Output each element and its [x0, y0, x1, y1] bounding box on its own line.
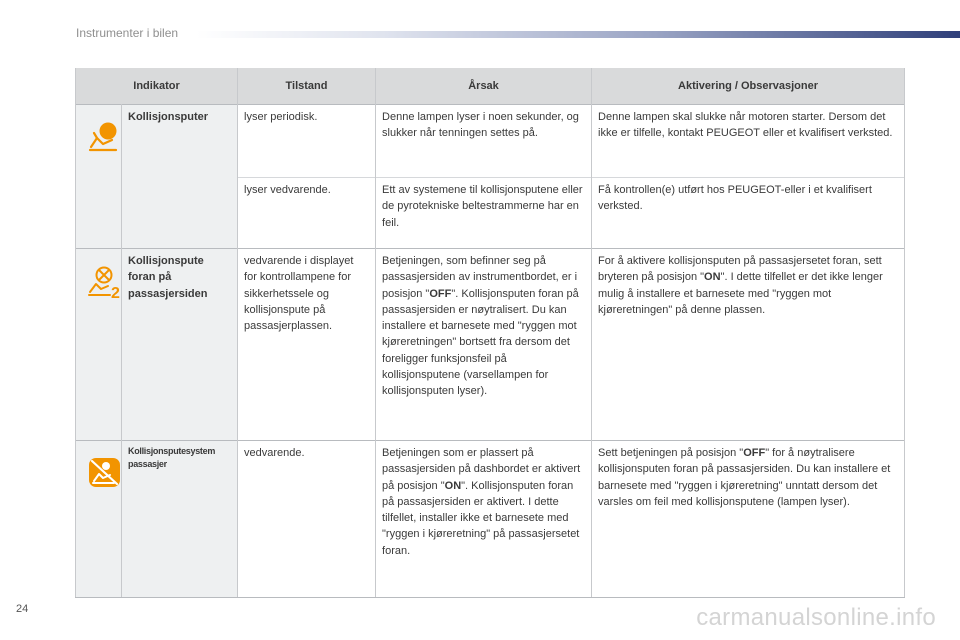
keyword-off: OFF	[743, 447, 766, 459]
keyword-on: ON	[704, 271, 721, 284]
indicator-name: Kollisjonspute foran på passasjersiden	[122, 249, 238, 441]
keyword-on: ON	[444, 479, 462, 492]
indicator-name: Kollisjonsputer	[122, 105, 238, 249]
svg-text:2: 2	[111, 285, 120, 299]
tilstand-cell: vedvarende.	[238, 441, 376, 598]
airbag-warning-icon	[88, 121, 122, 153]
tilstand-cell: vedvarende i displayet for kontrollampene for sikkerhetssele og kollisjonspute på passasjerplassen.	[238, 249, 376, 441]
icon-cell	[76, 105, 122, 249]
watermark: carmanualsonline.info	[696, 604, 936, 631]
section-title: Instrumenter i bilen	[76, 26, 179, 40]
arsak-cell: Ett av systemene til kollisjonsputene eller de pyrotekniske beltestrammerne har en feil.	[376, 178, 592, 249]
page-number: 24	[16, 603, 29, 615]
icon-cell	[76, 249, 122, 441]
header-gradient-bar	[196, 31, 960, 38]
aktivering-cell: Denne lampen skal slukke når motoren starter. Dersom det ikke er tilfelle, kontakt PEUGEOT eller et kvalifisert verksted.	[592, 105, 905, 178]
table-row	[76, 105, 905, 178]
aktivering-cell: For å aktivere kollisjonsputen på passasjersetet foran, sett bryteren på posisjon "ON". I dette tilfellet er det ikke lenger mulig å installere et barnesete med "ryggen mot kjøreretningen" på denne plassen.	[592, 249, 905, 441]
indicator-table	[75, 68, 905, 598]
table-row	[76, 441, 905, 598]
tilstand-cell: lyser vedvarende.	[238, 178, 376, 249]
icon-cell	[76, 441, 122, 598]
table-row	[76, 249, 905, 441]
passenger-airbag-off-icon	[88, 265, 124, 299]
arsak-cell: Denne lampen lyser i noen sekunder, og slukker når tenningen settes på.	[376, 105, 592, 178]
aktivering-cell: Sett betjeningen på posisjon "OFF" for å nøytralisere kollisjonsputen foran på passasjersiden. Du kan installere et barnesete med "ryggen i kjøreretning" unntatt dersom det varsles om feil med kollisjonsputene (lampen lyser).	[592, 441, 905, 598]
column-header-aktivering: Aktivering / Observasjoner	[592, 68, 905, 105]
column-header-tilstand: Tilstand	[238, 68, 376, 105]
arsak-cell: Betjeningen som er plassert på passasjersiden på dashbordet er aktivert på posisjon "ON". Kollisjonsputen foran på passasjersiden er aktivert. I dette tilfellet, installer ikke et barnesete med "ryggen i kjøreretning" på passasjersetet foran.	[376, 441, 592, 598]
keyword-off: OFF	[429, 287, 452, 300]
tilstand-cell: lyser periodisk.	[238, 105, 376, 178]
indicator-name: Kollisjonsputesystem passasjer	[122, 441, 238, 598]
aktivering-cell: Få kontrollen(e) utført hos PEUGEOT-eller i et kvalifisert verksted.	[592, 178, 905, 249]
column-header-arsak: Årsak	[376, 68, 592, 105]
arsak-cell: Betjeningen, som befinner seg på passasjersiden av instrumentbordet, er i posisjon "OFF". Kollisjonsputen foran på passasjersiden er nøytralisert. Du kan installere et barnesete med "ryggen mot kjøreretningen" bortsett fra dersom det foreligger funksjonsfeil på kollisjonsputene (varsellampen for kollisjonsputen lyser).	[376, 249, 592, 441]
table-header-row	[76, 68, 905, 105]
column-header-indikator: Indikator	[76, 68, 238, 105]
passenger-airbag-on-icon	[88, 457, 122, 489]
